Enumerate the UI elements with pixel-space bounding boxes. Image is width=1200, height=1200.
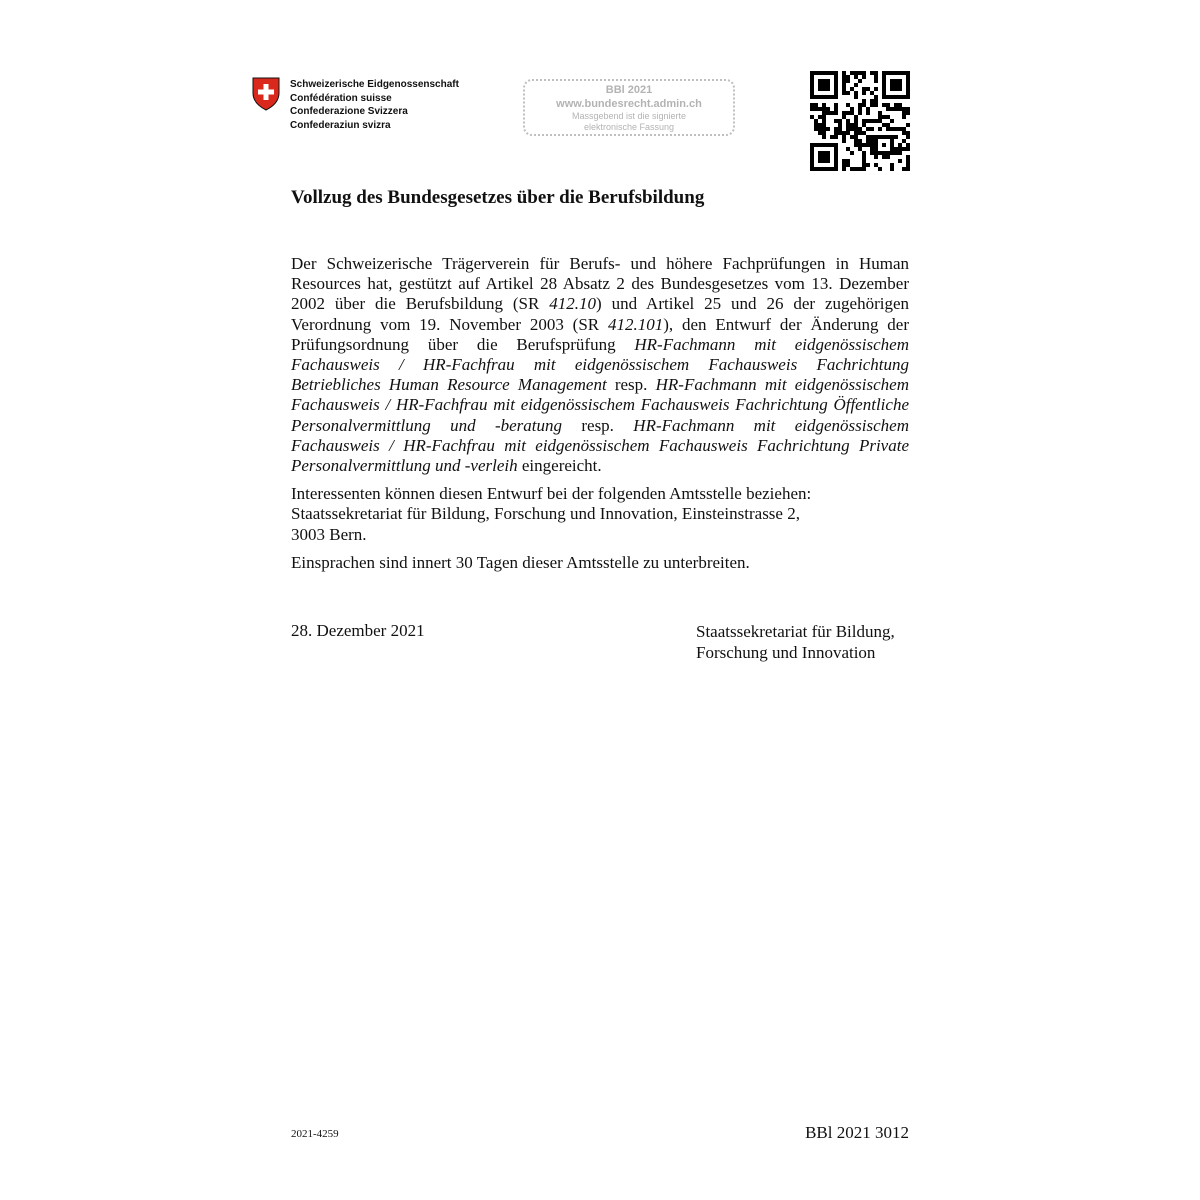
signature-line: Staatssekretariat für Bildung, [696,622,895,641]
body-text: eingereicht. [517,456,602,476]
sr-reference: 412.101 [607,314,664,334]
institution-names [290,78,459,132]
document-date: 28. Dezember 2021 [291,621,425,640]
body-text: resp. [606,375,656,395]
qr-code-icon [810,71,910,171]
address-city: 3003 Bern. [291,524,367,544]
paragraph-submission [291,254,909,476]
federal-logo [252,77,512,137]
document-body [291,254,909,573]
sr-reference: 412.10 [549,294,597,314]
body-text: Der Schweizerische Trägerverein für Berufs- und höhere Fachprüfungen in Human Resources hat, gestützt auf Artikel 28 Absatz 2 des Bundesgesetzes vom 13. Dezember 2002 über die Berufsbildung (SR [291,254,909,314]
stamp-url: www.bundesrecht.admin.ch [556,98,702,110]
exam-title: HR-Fachmann mit eidgenössischem Fachausweis / HR-Fachfrau mit eidgenössischem Fachausweis Fachrichtung Öffentliche Personalvermittlung und -beratung [291,375,909,435]
paragraph-obtain [291,484,909,545]
official-stamp [523,79,735,136]
stamp-issue: BBl 2021 [605,84,653,96]
swiss-shield-icon [252,77,280,111]
paragraph-objections: Einsprachen sind innert 30 Tagen dieser Amtsstelle zu unterbreiten. [291,552,750,572]
exam-title: HR-Fachmann mit eidgenössischem Fachausweis / HR-Fachfrau mit eidgenössischem Fachausweis Fachrichtung Private Personalvermittlung und -verleih [291,415,909,476]
document-number: 2021-4259 [291,1128,339,1140]
institution-name-de: Schweizerische Eidgenossenschaft [290,79,459,90]
signature-line: Forschung und Innovation [696,643,876,662]
document-title: Vollzug des Bundesgesetzes über die Berufsbildung [291,187,705,208]
stamp-note-2: elektronische Fassung [583,122,675,132]
body-text: resp. [562,415,634,435]
address-line: Staatssekretariat für Bildung, Forschung und Innovation, Einsteinstrasse 2, [291,504,800,524]
obtain-line: Interessenten können diesen Entwurf bei der folgenden Amtsstelle beziehen: [291,484,812,504]
body-text: ) und Artikel 25 und 26 der zugehörigen Verordnung vom 19. November 2003 (SR [291,294,909,334]
institution-name-it: Confederazione Svizzera [290,106,408,117]
bbl-reference: BBl 2021 3012 [805,1123,909,1142]
institution-name-rm: Confederaziun svizra [290,119,391,131]
body-text: ), den Entwurf der Änderung der Prüfungsordnung über die Berufsprüfung [291,314,909,354]
exam-title: HR-Fachmann mit eidgenössischem Fachausweis / HR-Fachfrau mit eidgenössischem Fachausweis Fachrichtung Betriebliches Human Resource Management [291,334,909,395]
signature-block [696,621,895,663]
stamp-note-1: Massgebend ist die signierte [571,111,687,121]
institution-name-fr: Confédération suisse [290,92,392,104]
